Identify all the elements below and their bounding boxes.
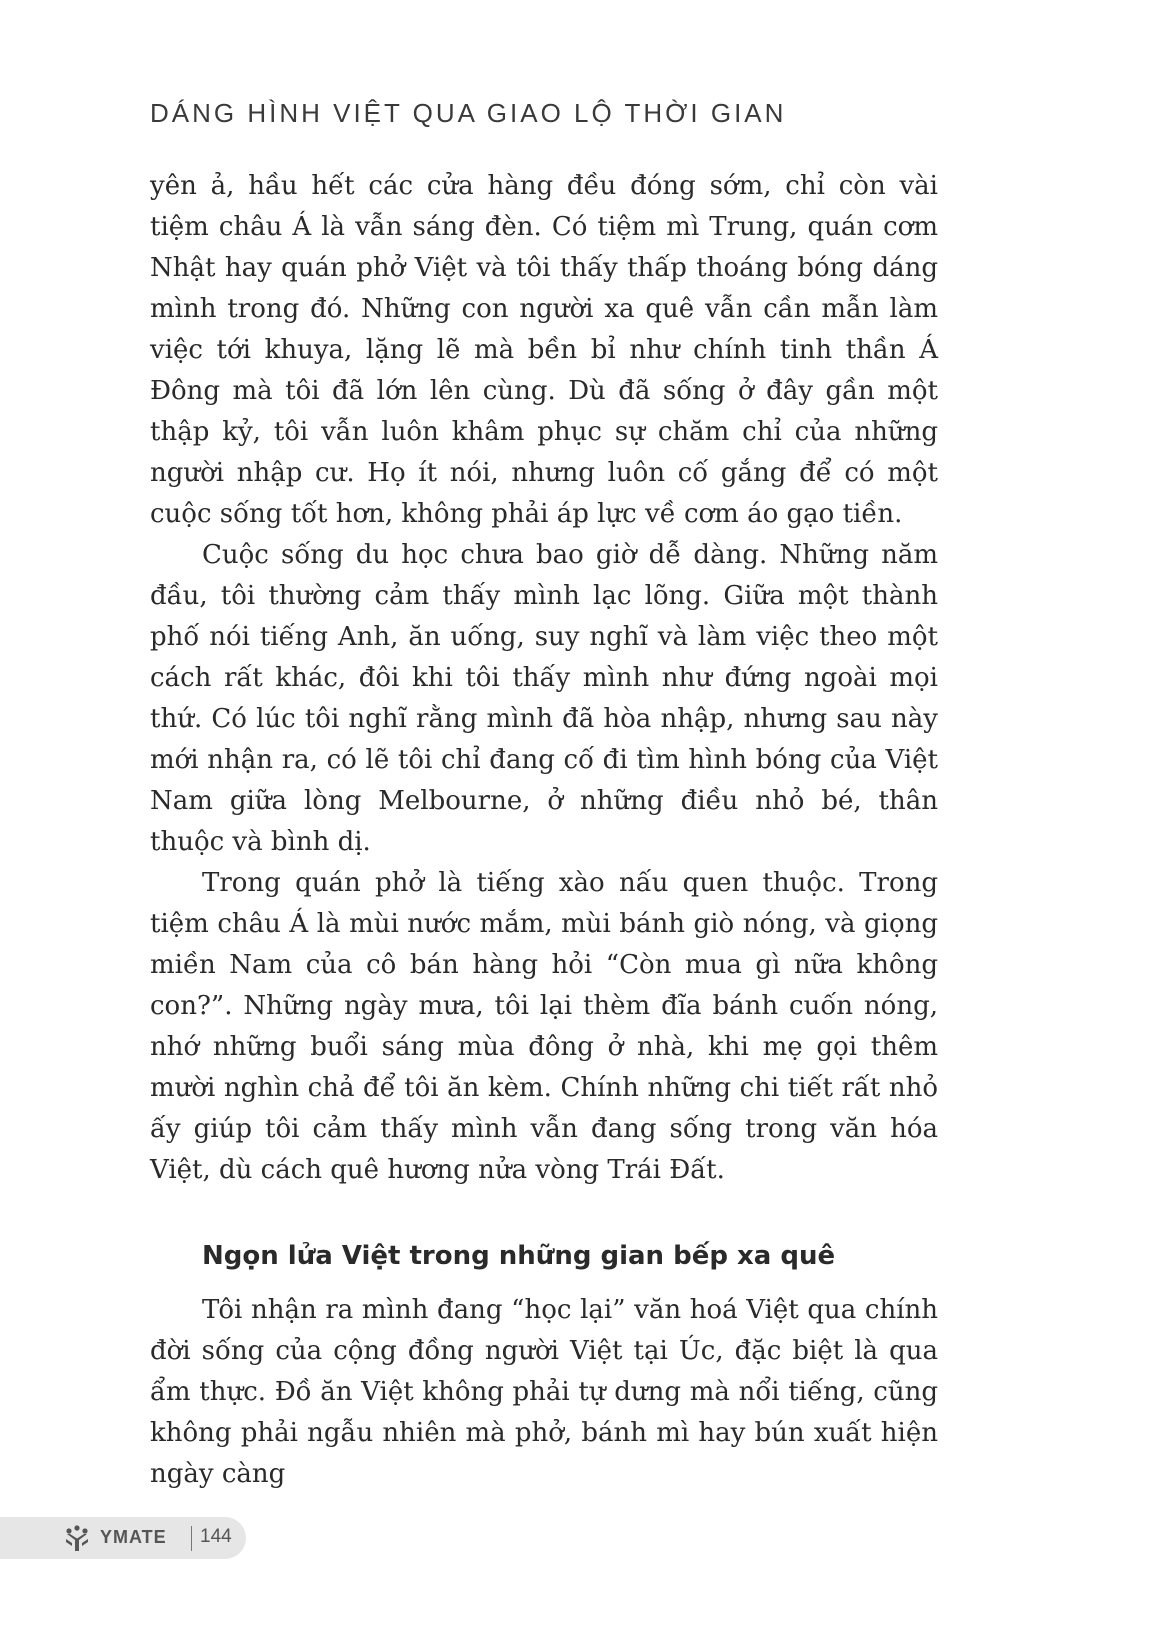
section-heading: Ngọn lửa Việt trong những gian bếp xa quê	[202, 1241, 836, 1271]
footer-brand: YMATE	[100, 1527, 167, 1547]
paragraph: Trong quán phở là tiếng xào nấu quen thuộc. Trong tiệm châu Á là mùi nước mắm, mùi bánh giò nóng, và giọng miền Nam của cô bán hàng hỏi “Còn mua gì nữa không con?”. Những ngày mưa, tôi lại thèm đĩa bánh cuốn nóng, nhớ những buổi sáng mùa đông ở nhà, khi mẹ gọi thêm mười nghìn chả để tôi ăn kèm. Chính những chi tiết rất nhỏ ấy giúp tôi cảm thấy mình vẫn đang sống trong văn hóa Việt, dù cách quê hương nửa vòng Trái Đất.	[150, 868, 938, 1185]
paragraph: Cuộc sống du học chưa bao giờ dễ dàng. Những năm đầu, tôi thường cảm thấy mình lạc lõng. Giữa một thành phố nói tiếng Anh, ăn uống, suy nghĩ và làm việc theo một cách rất khác, đôi khi tôi thấy mình như đứng ngoài mọi thứ. Có lúc tôi nghĩ rằng mình đã hòa nhập, nhưng sau này mới nhận ra, có lẽ tôi chỉ đang cố đi tìm hình bóng của Việt Nam giữa lòng Melbourne, ở những điều nhỏ bé, thân thuộc và bình dị.	[150, 540, 938, 857]
footer-divider	[191, 1526, 192, 1551]
running-header-title: DÁNG HÌNH VIỆT QUA GIAO LỘ THỜI GIAN	[150, 98, 787, 128]
body-text	[150, 166, 938, 1495]
paragraph-continued: yên ả, hầu hết các cửa hàng đều đóng sớm, chỉ còn vài tiệm châu Á là vẫn sáng đèn. Có tiệm mì Trung, quán cơm Nhật hay quán phở Việt và tôi thấy thấp thoáng bóng dáng mình trong đó. Những con người xa quê vẫn cần mẫn làm việc tới khuya, lặng lẽ mà bền bỉ như chính tinh thần Á Đông mà tôi đã lớn lên cùng. Dù đã sống ở đây gần một thập kỷ, tôi vẫn luôn khâm phục sự chăm chỉ của những người nhập cư. Họ ít nói, nhưng luôn cố gắng để có một cuộc sống tốt hơn, không phải áp lực về cơm áo gạo tiền.	[150, 171, 938, 529]
paragraph: Tôi nhận ra mình đang “học lại” văn hoá Việt qua chính đời sống của cộng đồng người Việt tại Úc, đặc biệt là qua ẩm thực. Đồ ăn Việt không phải tự dưng mà nổi tiếng, cũng không phải ngẫu nhiên mà phở, bánh mì hay bún xuất hiện ngày càng	[150, 1295, 938, 1489]
page-footer	[0, 1517, 246, 1559]
ymate-logo-icon	[62, 1523, 92, 1553]
page-number: 144	[200, 1526, 232, 1547]
